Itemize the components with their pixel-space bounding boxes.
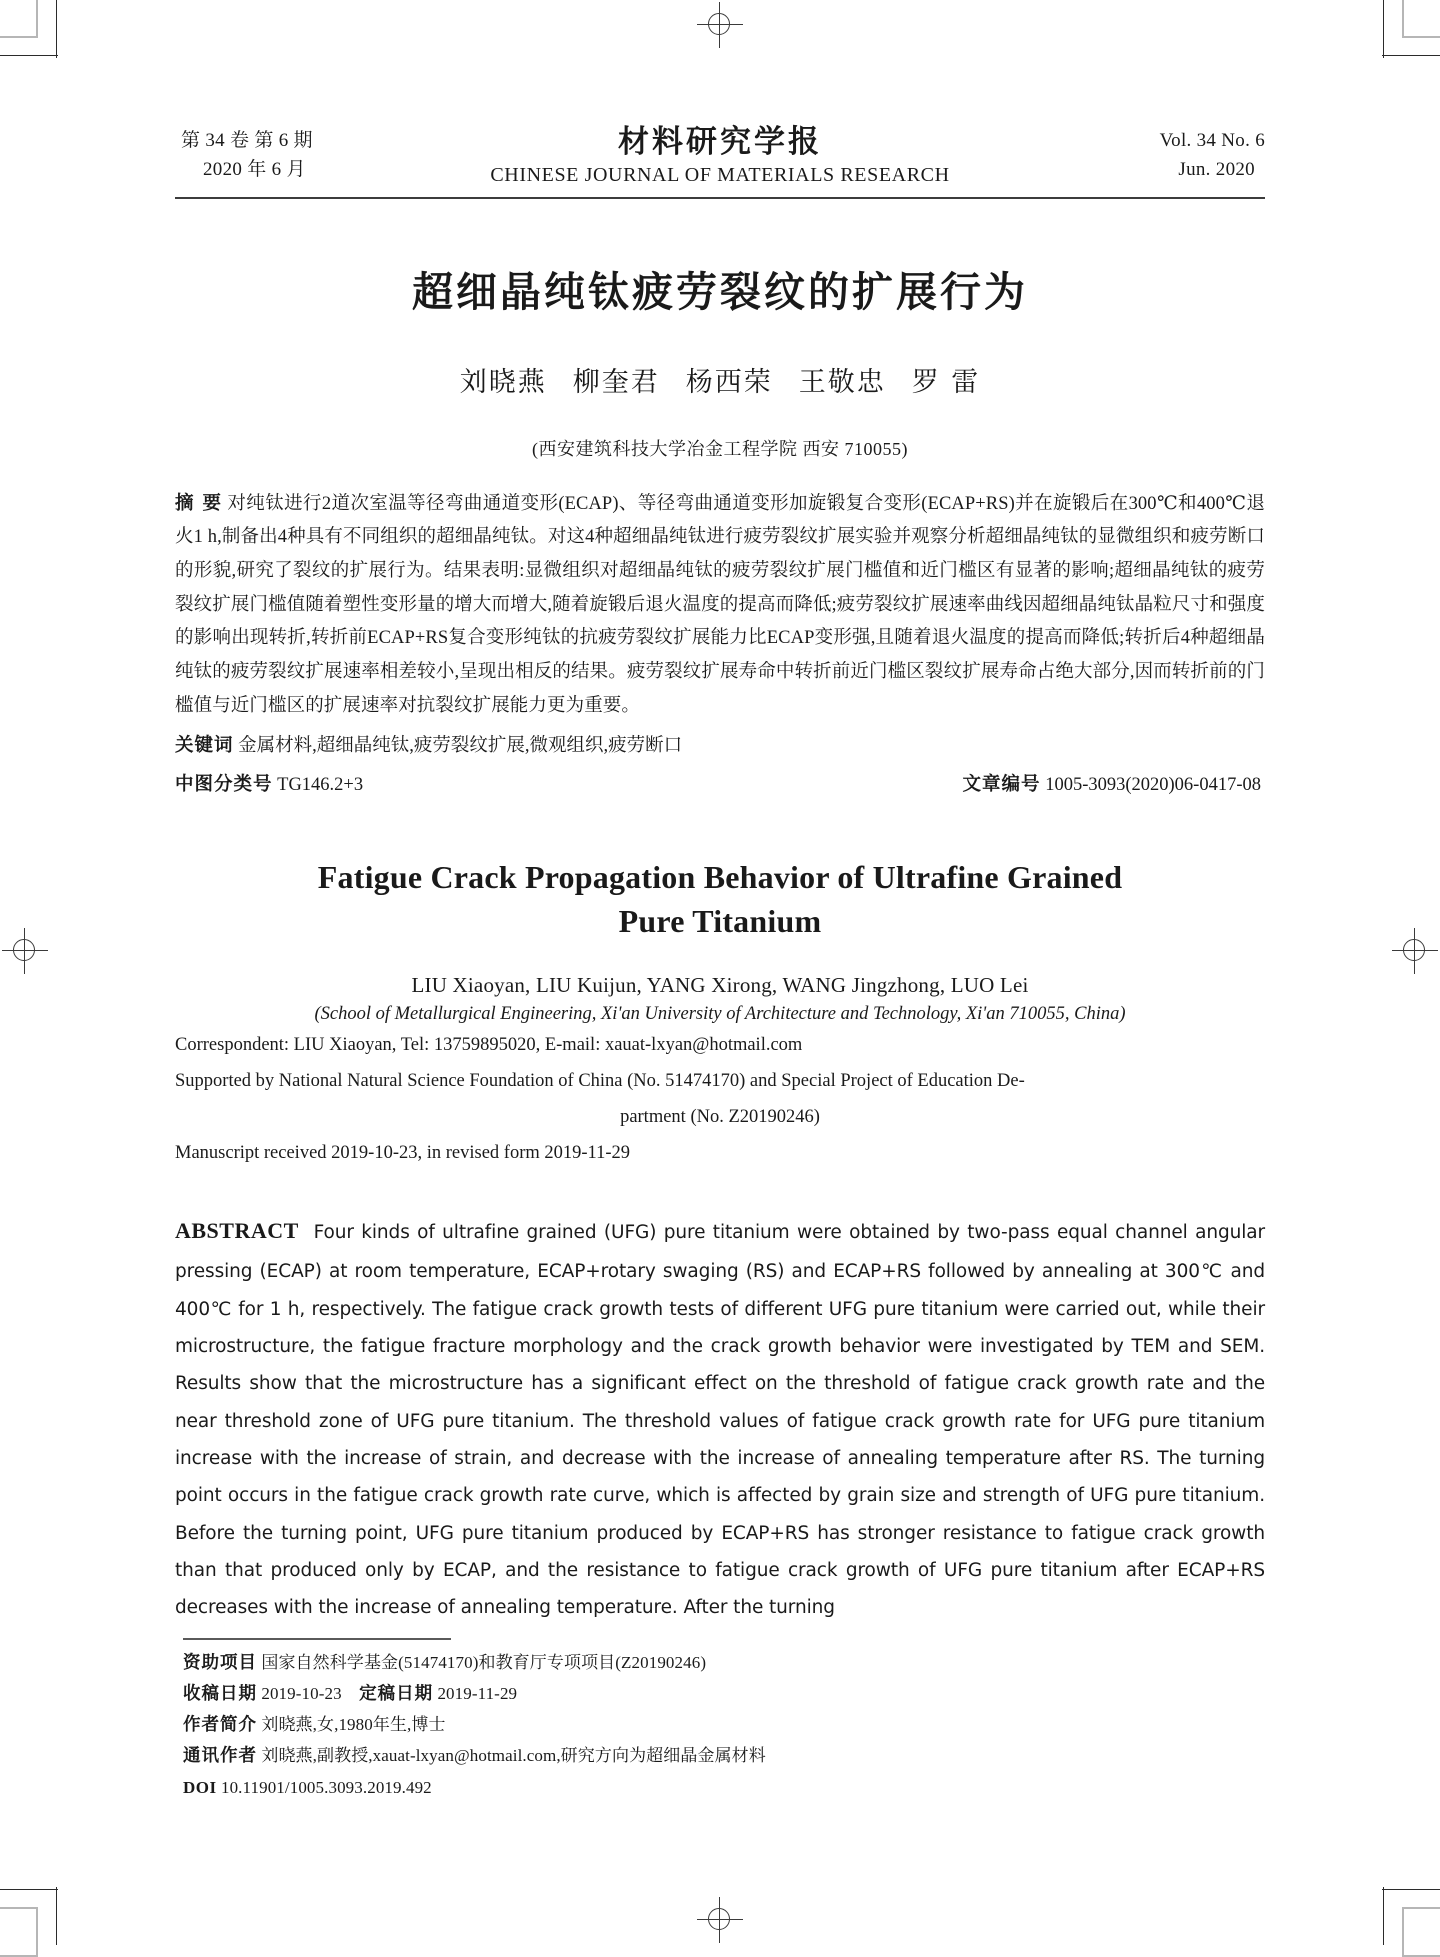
trim-box-bottom-right bbox=[1402, 1907, 1440, 1957]
footnote-author-bio-value: 刘晓燕,女,1980年生,博士 bbox=[261, 1715, 446, 1735]
article-title-cn: 超细晶纯钛疲劳裂纹的扩展行为 bbox=[412, 267, 1028, 316]
footnote-author-bio bbox=[183, 1710, 1253, 1741]
footnote-funding-value: 国家自然科学基金(51474170)和教育厅专项项目(Z20190246) bbox=[261, 1653, 707, 1672]
footnote-corresponding bbox=[183, 1741, 1253, 1772]
registration-mark-right bbox=[1392, 928, 1438, 974]
abstract-en bbox=[175, 1209, 1265, 1627]
funding-line-2: partment (No. Z20190246) bbox=[620, 1106, 820, 1127]
masthead-center bbox=[405, 125, 1035, 187]
keywords-text-cn: 金属材料,超细晶纯钛,疲劳裂纹扩展,微观组织,疲劳断口 bbox=[238, 736, 683, 757]
crop-mark-bottom-left-v bbox=[56, 1887, 57, 1945]
footnote-dates bbox=[183, 1679, 1253, 1710]
footnote-finalized-label: 定稿日期 bbox=[359, 1684, 434, 1705]
volume-issue-cn: 第 34 卷 第 6 期 bbox=[181, 129, 313, 151]
footnote-divider bbox=[183, 1638, 451, 1640]
classification-line bbox=[175, 768, 1265, 803]
crop-mark-top-right-v bbox=[1383, 0, 1384, 58]
keywords-cn bbox=[175, 729, 1265, 764]
footnote-doi bbox=[183, 1773, 1253, 1803]
article-title-en-line2: Pure Titanium bbox=[618, 902, 822, 939]
keywords-label-cn: 关键词 bbox=[175, 735, 234, 757]
clc-label: 中图分类号 bbox=[175, 773, 273, 795]
author-cn-2: 柳奎君 bbox=[572, 366, 660, 398]
affiliation-en: (School of Metallurgical Engineering, Xi'an University of Architecture and Technology, Xi'an 710055, China) bbox=[314, 1003, 1126, 1024]
footnote-doi-value: 10.11901/1005.3093.2019.492 bbox=[220, 1777, 432, 1797]
clc-value: TG146.2+3 bbox=[277, 774, 364, 795]
trim-box-bottom-left bbox=[0, 1907, 38, 1957]
correspondent-line: Correspondent: LIU Xiaoyan, Tel: 13759895020, E-mail: xauat-lxyan@hotmail.com bbox=[175, 1034, 803, 1055]
footnote-block bbox=[183, 1638, 1253, 1803]
footnote-funding bbox=[183, 1648, 1253, 1679]
crop-mark-top-left-h bbox=[0, 55, 58, 56]
masthead bbox=[175, 125, 1265, 193]
trim-box-top-right bbox=[1402, 0, 1440, 38]
volume-issue-en: Vol. 34 No. 6 bbox=[1159, 129, 1265, 151]
article-title-en-line1: Fatigue Crack Propagation Behavior of Ultrafine Grained bbox=[317, 858, 1123, 895]
footnote-received-label: 收稿日期 bbox=[183, 1684, 257, 1705]
footnote-received-value: 2019-10-23 bbox=[261, 1684, 342, 1704]
article-id-value: 1005-3093(2020)06-0417-08 bbox=[1045, 774, 1261, 795]
author-list-cn bbox=[175, 360, 1265, 399]
footnote-funding-label: 资助项目 bbox=[183, 1653, 257, 1673]
article-id bbox=[963, 768, 1265, 803]
crop-mark-bottom-right-h bbox=[1382, 1889, 1440, 1890]
manuscript-dates: Manuscript received 2019-10-23, in revised form 2019-11-29 bbox=[175, 1142, 631, 1163]
abstract-text-cn: 对纯钛进行2道次室温等径弯曲通道变形(ECAP)、等径弯曲通道变形加旋锻复合变形(ECAP+RS)并在旋锻后在300℃和400℃退火1 h,制备出4种具有不同组织的超细晶纯钛。对这4种超细晶纯钛进行疲劳裂纹扩展实验并观察分析超细晶纯钛的显微组织和疲劳断口的形貌,研究了裂纹的扩展行为。结果表明:显微组织对超细晶纯钛的疲劳裂纹扩展门槛值和近门槛区有显著的影响;超细晶纯钛的疲劳裂纹扩展门槛值随着塑性变形量的增大而增大,随着旋锻后退火温度的提高而降低;疲劳裂纹扩展速率曲线因超细晶纯钛晶粒尺寸和强度的影响出现转折,转折前ECAP+RS复合变形纯钛的抗疲劳裂纹扩展能力比ECAP变形强,且随着退火温度的提高而降低;转折后4种超细晶纯钛的疲劳裂纹扩展速率相差较小,呈现出相反的结果。疲劳裂纹扩展寿命中转折前近门槛区裂纹扩展寿命占绝大部分,因而转折前的门槛值与近门槛区的扩展速率对抗裂纹扩展能力更为重要。 bbox=[175, 493, 1265, 716]
journal-title-cn: 材料研究学报 bbox=[618, 124, 822, 160]
crop-mark-top-left-v bbox=[56, 0, 57, 58]
clc-number bbox=[175, 768, 363, 803]
crop-mark-bottom-left-h bbox=[0, 1889, 58, 1890]
author-cn-3: 杨西荣 bbox=[685, 366, 773, 398]
masthead-right bbox=[1035, 126, 1265, 187]
registration-mark-top bbox=[697, 2, 743, 48]
abstract-label-en: ABSTRACT bbox=[175, 1217, 299, 1243]
author-cn-1: 刘晓燕 bbox=[459, 366, 547, 398]
footnote-corresponding-label: 通讯作者 bbox=[183, 1746, 257, 1767]
footnote-finalized-value: 2019-11-29 bbox=[437, 1684, 518, 1704]
issue-date-cn: 2020 年 6 月 bbox=[203, 159, 306, 181]
abstract-text-en: Four kinds of ultrafine grained (UFG) pure titanium were obtained by two-pass equal channel angular pressing (ECAP) at room temperature, ECAP+rotary swaging (RS) and ECAP+RS followed by annealing at 300℃ and 400℃ for 1 h, respectively. The fatigue crack growth tests of different UFG pure titanium were carried out, while their microstructure, the fatigue fracture morphology and the crack growth behavior were investigated by TEM and SEM. Results show that the microstructure has a significant effect on the threshold of fatigue crack growth rate and the near threshold zone of UFG pure titanium. The threshold values of fatigue crack growth rate for UFG pure titanium increase with the increase of strain, and decrease with the increase of annealing temperature after RS. The turning point occurs in the fatigue crack growth rate curve, which is affected by grain size and strength of UFG pure titanium. Before the turning point, UFG pure titanium produced by ECAP+RS has stronger resistance to fatigue crack growth than that produced only by ECAP, and the resistance to fatigue crack growth of UFG pure titanium after ECAP+RS decreases with the increase of annealing temperature. After the turning bbox=[175, 1221, 1266, 1619]
registration-mark-bottom bbox=[697, 1897, 743, 1943]
trim-box-top-left bbox=[0, 0, 38, 38]
crop-mark-top-right-h bbox=[1382, 55, 1440, 56]
crop-mark-bottom-right-v bbox=[1383, 1887, 1384, 1945]
page-content bbox=[175, 125, 1265, 1627]
funding-line-1: Supported by National Natural Science Foundation of China (No. 51474170) and Special Project of Education De- bbox=[175, 1070, 1025, 1091]
article-title-en bbox=[175, 855, 1265, 943]
author-cn-4: 王敬忠 bbox=[798, 366, 886, 398]
article-id-label: 文章编号 bbox=[962, 773, 1041, 795]
author-cn-5: 罗 雷 bbox=[911, 366, 981, 398]
journal-title-en: CHINESE JOURNAL OF MATERIALS RESEARCH bbox=[490, 163, 950, 186]
issue-date-en: Jun. 2020 bbox=[1178, 159, 1255, 181]
footnote-author-bio-label: 作者简介 bbox=[183, 1715, 257, 1736]
affiliation-cn: (西安建筑科技大学冶金工程学院 西安 710055) bbox=[532, 438, 908, 459]
abstract-label-cn: 摘 要 bbox=[175, 492, 223, 514]
footnote-corresponding-value: 刘晓燕,副教授,xauat-lxyan@hotmail.com,研究方向为超细晶金属材料 bbox=[261, 1746, 766, 1766]
registration-mark-left bbox=[2, 928, 48, 974]
masthead-divider bbox=[175, 197, 1265, 199]
author-list-en: LIU Xiaoyan, LIU Kuijun, YANG Xirong, WANG Jingzhong, LUO Lei bbox=[411, 972, 1029, 997]
abstract-cn bbox=[175, 487, 1265, 724]
footnote-doi-label: DOI bbox=[183, 1777, 217, 1797]
masthead-left bbox=[175, 126, 405, 187]
